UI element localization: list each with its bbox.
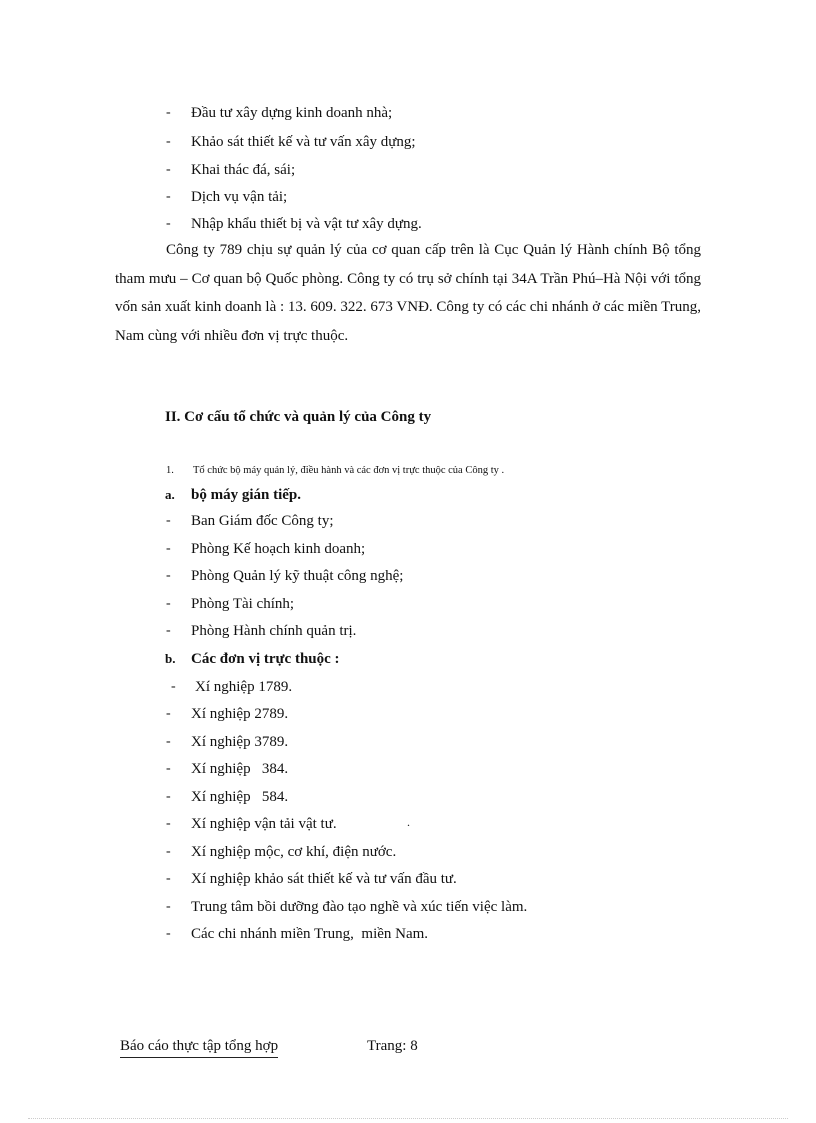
bullet: - (166, 734, 171, 749)
list-item-text: Nhập khẩu thiết bị và vật tư xây dựng. (191, 216, 422, 232)
bullet: - (166, 162, 171, 177)
footer-page-number: Trang: 8 (367, 1038, 418, 1054)
list-item-text: Xí nghiệp 1789. (195, 679, 293, 695)
bullet: - (166, 816, 171, 831)
list-item-text: Các chi nhánh miền Trung, miền Nam. (191, 926, 429, 942)
bullet: - (166, 899, 171, 914)
list-item-text: Xí nghiệp 3789. (191, 734, 289, 750)
bullet: - (166, 134, 171, 149)
bullet: - (166, 105, 171, 120)
bullet: - (166, 568, 171, 583)
bullet: - (166, 706, 171, 721)
list-item-text: Xí nghiệp khảo sát thiết kế và tư vấn đầu tư. (191, 871, 457, 887)
item-number: 1. (166, 465, 174, 476)
bullet: - (166, 596, 171, 611)
subsection-label: a. (165, 487, 175, 502)
list-item-text: Xí nghiệp 2789. (191, 706, 289, 722)
list-item-text: Trung tâm bồi dưỡng đào tạo nghề và xúc tiến việc làm. (191, 899, 528, 915)
page-bottom-divider (28, 1118, 788, 1119)
bullet: - (166, 513, 171, 528)
subsection-title: bộ máy gián tiếp. (191, 487, 302, 503)
bullet: - (166, 189, 171, 204)
bullet: - (166, 844, 171, 859)
list-item-text: Dịch vụ vận tải; (191, 189, 288, 205)
bullet: - (171, 679, 176, 694)
list-item-text: Đầu tư xây dựng kinh doanh nhà; (191, 105, 393, 121)
section-heading: II. Cơ cấu tổ chức và quản lý của Công ty (165, 409, 432, 425)
bullet: - (166, 623, 171, 638)
list-item-text: Xí nghiệp vận tải vật tư. (191, 816, 337, 832)
list-item-text: Phòng Kế hoạch kinh doanh; (191, 541, 366, 557)
list-item-text: Phòng Tài chính; (191, 596, 295, 612)
list-item-text: Phòng Quản lý kỹ thuật công nghệ; (191, 568, 404, 584)
bullet: - (166, 216, 171, 231)
item-text: Tổ chức bộ máy quản lý, điều hành và các đơn vị trực thuộc của Công ty . (193, 465, 505, 476)
stray-mark: . (407, 815, 410, 829)
list-item-text: Xí nghiệp mộc, cơ khí, điện nước. (191, 844, 397, 860)
list-item-text: Xí nghiệp 384. (191, 761, 289, 777)
bullet: - (166, 789, 171, 804)
subsection-label: b. (165, 651, 176, 666)
bullet: - (166, 926, 171, 941)
company-paragraph: Công ty 789 chịu sự quản lý của cơ quan cấp trên là Cục Quản lý Hành chính Bộ tổng tham mưu – Cơ quan bộ Quốc phòng. Công ty có trụ sở chính tại 34A Trần Phú–Hà Nội với tổng vốn sản xuất kinh doanh là : 13. 609. 322. 673 VNĐ. Công ty có các chi nhánh ở các miền Trung, Nam cùng với nhiều đơn vị trực thuộc. (115, 242, 701, 344)
list-item-text: Khai thác đá, sái; (191, 162, 296, 178)
list-item-text: Khảo sát thiết kế và tư vấn xây dựng; (191, 134, 416, 150)
list-item-text: Ban Giám đốc Công ty; (191, 513, 334, 529)
subsection-title: Các đơn vị trực thuộc : (191, 651, 340, 667)
bullet: - (166, 761, 171, 776)
footer-report-title: Báo cáo thực tập tổng hợp (120, 1038, 278, 1058)
list-item-text: Phòng Hành chính quản trị. (191, 623, 357, 639)
list-item-text: Xí nghiệp 584. (191, 789, 289, 805)
bullet: - (166, 541, 171, 556)
bullet: - (166, 871, 171, 886)
